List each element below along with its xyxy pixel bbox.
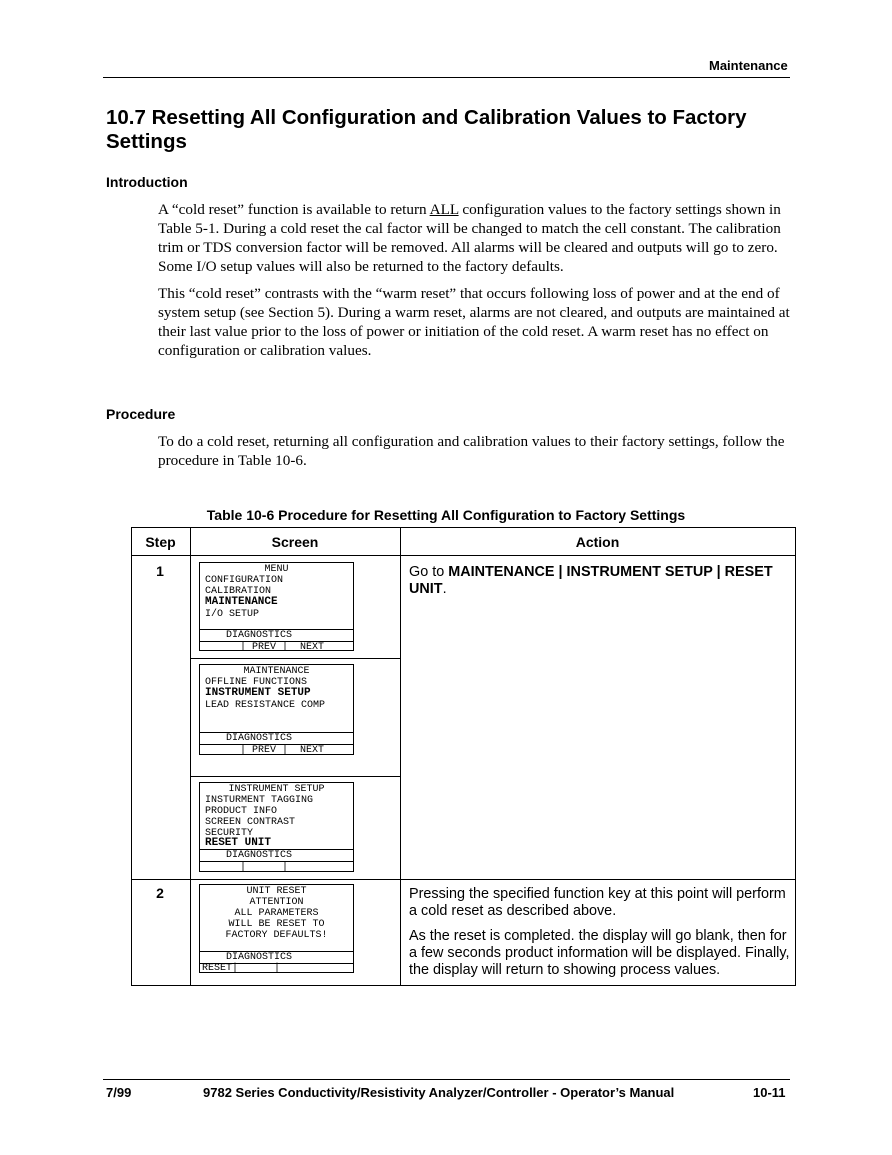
lcd-selected-line: RESET UNIT	[205, 837, 272, 849]
lcd-line: SECURITY	[205, 828, 254, 839]
section-title: 10.7 Resetting All Configuration and Calibration Values to Factory Settings	[106, 106, 747, 153]
table-caption: Table 10-6 Procedure for Resetting All Configuration to Factory Settings	[206, 507, 686, 523]
introduction-text	[158, 200, 790, 360]
lcd-title: MENU	[264, 564, 289, 575]
header-rule	[103, 77, 790, 78]
step-action-paragraph: Pressing the specified function key at this point will perform a cold reset as described above.	[409, 886, 786, 919]
column-header-step: Step	[145, 534, 176, 550]
lcd-line: INSTURMENT TAGGING	[205, 795, 314, 806]
footer-date: 7/99	[106, 1085, 132, 1100]
all-emphasis: ALL	[429, 201, 459, 218]
lcd-line: LEAD RESISTANCE COMP	[205, 700, 326, 711]
lcd-softkey-labels: RESET| |	[202, 963, 281, 973]
column-header-action: Action	[575, 534, 620, 550]
lcd-line: WILL BE RESET TO	[228, 919, 325, 930]
lcd-line: OFFLINE FUNCTIONS	[205, 677, 308, 688]
table-column-rule	[190, 527, 191, 986]
lcd-softkey-labels: | PREV | NEXT	[240, 745, 325, 755]
lcd-title: INSTRUMENT SETUP	[228, 784, 325, 795]
lcd-diagnostics-label: DIAGNOSTICS	[226, 630, 293, 641]
lcd-diagnostics-label: DIAGNOSTICS	[226, 850, 293, 861]
lcd-selected-line: INSTRUMENT SETUP	[205, 687, 311, 699]
lcd-line: ALL PARAMETERS	[234, 908, 319, 919]
lcd-selected-line: MAINTENANCE	[205, 596, 278, 608]
table-column-rule	[400, 527, 401, 986]
footer-rule	[103, 1079, 790, 1080]
introduction-paragraph-2: This “cold reset” contrasts with the “warm reset” that occurs following loss of power and at the end of system setup (see Section 5). During a warm reset, alarms are not cleared, and outputs are maintained at their last value prior to the loss of power or initiation of the cold reset. A warm reset has no effect on configuration or calibration values.	[158, 285, 790, 359]
table-border-left	[131, 527, 132, 986]
step-action-paragraph: As the reset is completed. the display will go blank, then for a few seconds product information will be displayed. Finally, the display will return to showing process values.	[409, 928, 790, 978]
lcd-line: CALIBRATION	[205, 586, 272, 597]
introduction-heading: Introduction	[106, 174, 188, 190]
introduction-paragraph-1: A “cold reset” function is available to return ALL configuration values to the factory settings shown in Table 5-1. During a cold reset the cal factor will be changed to match the cell constant. The calibration trim or TDS conversion factor will be removed. All alarms will be cleared and outputs will go to zero. Some I/O setup values will also be returned to the factory defaults.	[158, 201, 781, 275]
running-header-section: Maintenance	[709, 58, 788, 73]
procedure-paragraph: To do a cold reset, returning all configuration and calibration values to their factory settings, follow the procedure in Table 10-6.	[158, 433, 785, 469]
lcd-line: FACTORY DEFAULTS!	[225, 930, 328, 941]
lcd-line: CONFIGURATION	[205, 575, 284, 586]
lcd-title: MAINTENANCE	[243, 666, 310, 677]
column-header-screen: Screen	[271, 534, 319, 550]
lcd-screen-unit-reset	[199, 884, 354, 973]
lcd-line: SCREEN CONTRAST	[205, 817, 296, 828]
lcd-screen-instrument-setup	[199, 782, 354, 872]
table-header-rule	[131, 555, 796, 556]
lcd-softkey-labels: | PREV | NEXT	[240, 642, 325, 651]
lcd-line: ATTENTION	[249, 897, 304, 908]
lcd-line: I/O SETUP	[205, 609, 260, 620]
lcd-screen-menu	[199, 562, 354, 651]
screen-cell-divider	[190, 658, 400, 659]
lcd-diagnostics-label: DIAGNOSTICS	[226, 952, 293, 963]
lcd-line: PRODUCT INFO	[205, 806, 278, 817]
lcd-screen-maintenance	[199, 664, 354, 755]
table-border-top	[131, 527, 796, 528]
table-row-divider	[131, 879, 796, 880]
procedure-text	[158, 432, 790, 470]
step-action: Go to MAINTENANCE | INSTRUMENT SETUP | RESET UNIT.	[409, 564, 773, 597]
lcd-softkey-labels: | |	[240, 862, 289, 872]
lcd-diagnostics-label: DIAGNOSTICS	[226, 733, 293, 744]
step-number: 2	[156, 885, 164, 901]
lcd-line: UNIT RESET	[246, 886, 307, 897]
step-action	[409, 886, 791, 987]
procedure-heading: Procedure	[106, 406, 176, 422]
footer-manual-title: 9782 Series Conductivity/Resistivity Analyzer/Controller - Operator’s Manual	[203, 1085, 675, 1100]
screen-cell-divider	[190, 776, 400, 777]
table-border-right	[795, 527, 796, 986]
footer-page-number: 10-11	[753, 1085, 786, 1100]
step-number: 1	[156, 563, 164, 579]
